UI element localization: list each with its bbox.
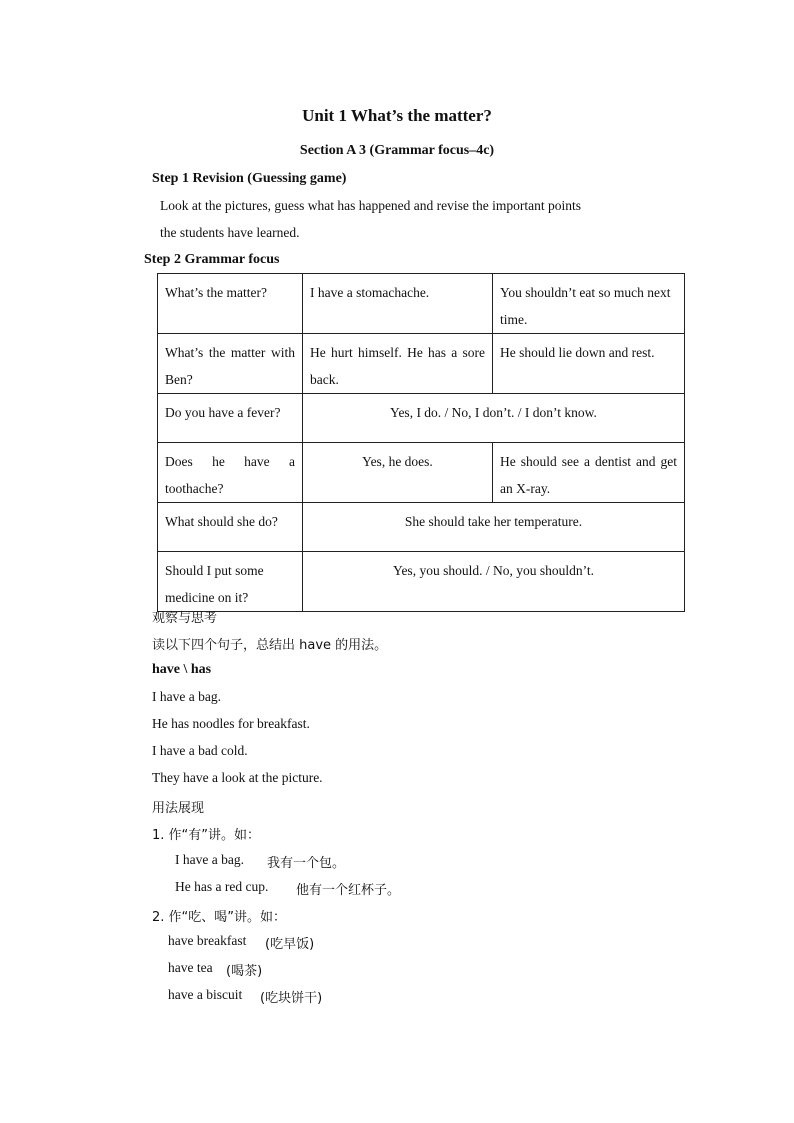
table-cell: He should lie down and rest. [493,334,685,394]
usage-heading: 用法展现 [152,801,205,816]
table-cell: He hurt himself. He has a sore back. [303,334,493,394]
table-row [158,274,685,334]
usage-example-cn: 我有一个包。 [267,856,346,871]
table-row [158,394,685,443]
table-cell: I have a stomachache. [303,274,493,334]
step1-line-2: the students have learned. [160,225,300,240]
table-cell: What’s the matter? [158,274,303,334]
table-cell: Does he have a toothache? [158,443,303,503]
usage-example-en: I have a bag. [175,852,244,867]
page-title: Unit 1 What’s the matter? [302,106,492,125]
usage-example-cn: (喝茶) [226,964,263,979]
table-row [158,334,685,394]
table-cell: Yes, he does. [303,443,493,503]
step1-line-1: Look at the pictures, guess what has happened and revise the important points [160,198,582,213]
example-sentence: I have a bag. [152,689,221,704]
table-cell: What should she do? [158,503,303,552]
usage-example-cn: (吃块饼干) [260,991,323,1006]
have-has-heading: have \ has [152,662,212,677]
example-sentence: I have a bad cold. [152,743,248,758]
table-row [158,503,685,552]
usage-example-en: have tea [168,960,213,975]
example-sentence: He has noodles for breakfast. [152,716,310,731]
table-cell: She should take her temperature. [303,503,685,552]
usage-example-cn: (吃早饭) [265,937,315,952]
table-cell: You shouldn’t eat so much next time. [493,274,685,334]
usage-example-en: have breakfast [168,933,247,948]
step2-heading: Step 2 Grammar focus [144,252,280,267]
section-subtitle: Section A 3 (Grammar focus–4c) [299,143,495,158]
usage-example-cn: 他有一个红杯子。 [296,883,401,898]
table-row [158,443,685,503]
table-cell: Yes, I do. / No, I don’t. / I don’t know. [303,394,685,443]
table-cell: He should see a dentist and get an X-ray. [493,443,685,503]
table-cell: What’s the matter with Ben? [158,334,303,394]
table-cell: Should I put some medicine on it? [158,552,303,612]
observe-instruction: 读以下四个句子，总结出 have 的用法。 [152,638,388,653]
observe-heading: 观察与思考 [152,611,218,626]
table-cell: Do you have a fever? [158,394,303,443]
usage-item-1: 1. 作“有”讲。如： [152,828,261,843]
grammar-focus-table [157,273,685,612]
table-cell: Yes, you should. / No, you shouldn’t. [303,552,685,612]
step1-heading: Step 1 Revision (Guessing game) [152,171,347,186]
example-sentence: They have a look at the picture. [152,770,323,785]
usage-example-en: He has a red cup. [175,879,269,894]
table-row [158,552,685,612]
usage-item-2: 2. 作“吃、喝”讲。如： [152,910,287,925]
usage-example-en: have a biscuit [168,987,243,1002]
